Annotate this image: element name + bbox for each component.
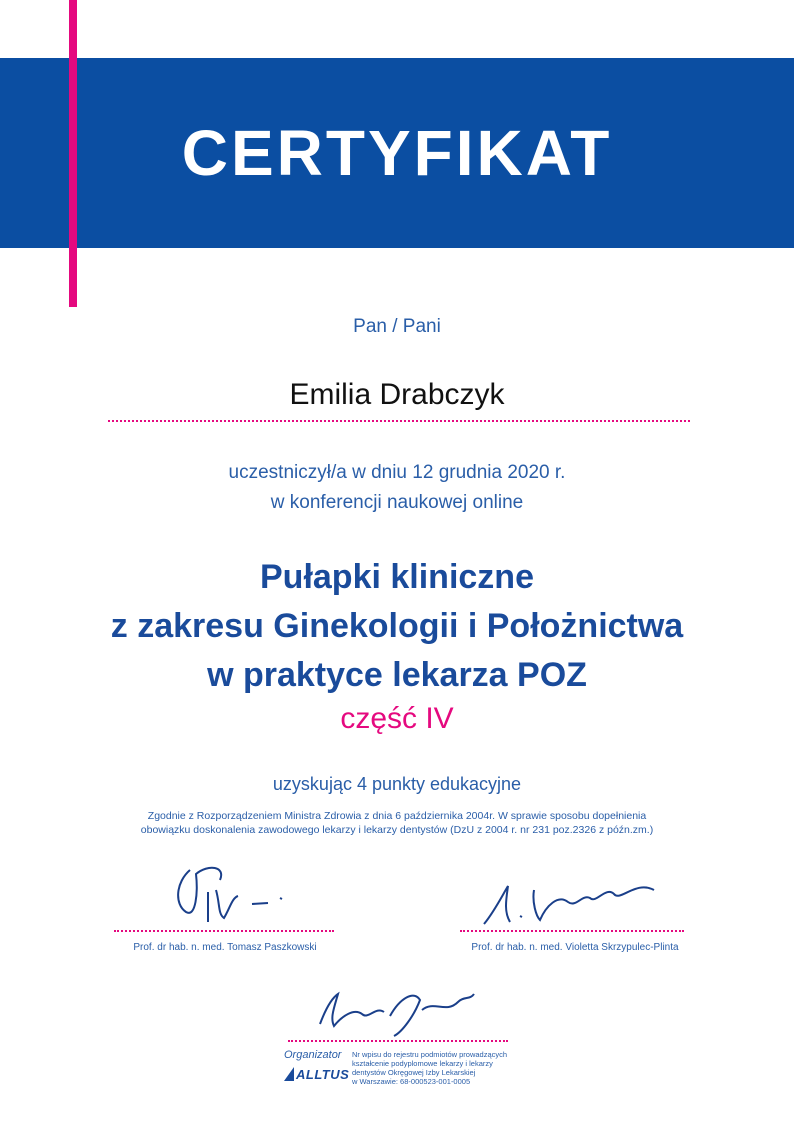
signatory-right-name: Prof. dr hab. n. med. Violetta Skrzypulec-Plinta [471, 942, 679, 953]
pink-accent-bar [69, 0, 77, 307]
salutation: Pan / Pani [353, 316, 441, 337]
organizer-label: Organizator [284, 1049, 342, 1061]
organizer-registry-note [352, 1050, 552, 1086]
registry-line: w Warszawie: 68-000523-001-0005 [352, 1077, 471, 1086]
alltus-logo [284, 1065, 350, 1083]
alltus-logo-text: ALLTUS [296, 1066, 350, 1082]
signatory-left-name: Prof. dr hab. n. med. Tomasz Paszkowski [133, 942, 317, 953]
recipient-name: Emilia Drabczyk [289, 378, 505, 411]
name-dotted-line [108, 420, 690, 422]
signature-organizer-dotted-line [288, 1040, 508, 1042]
education-points: uzyskując 4 punkty edukacyjne [272, 774, 522, 794]
signature-organizer [310, 988, 480, 1040]
participation-date: uczestniczył/a w dniu 12 grudnia 2020 r. [228, 462, 566, 483]
signature-right [476, 876, 666, 932]
participation-type: w konferencji naukowej online [270, 492, 524, 513]
registry-line: dentystów Okręgowej Izby Lekarskiej [352, 1068, 476, 1077]
conference-title-line-3: w praktyce lekarza POZ [207, 656, 587, 694]
signature-right-dotted-line [460, 930, 684, 932]
conference-title-line-2: z zakresu Ginekologii i Położnictwa [110, 607, 684, 645]
legal-note-line-2: obowiązku doskonalenia zawodowego lekarzy i lekarzy dentystów (DzU z 2004 r. nr 231 poz.2326 z późn.zm.) [140, 824, 654, 836]
alltus-logo-mark-icon [284, 1067, 294, 1081]
conference-title-line-1: Pułapki kliniczne [260, 558, 534, 596]
signature-left-dotted-line [114, 930, 334, 932]
legal-note-line-1: Zgodnie z Rozporządzeniem Ministra Zdrowia z dnia 6 października 2004r. W sprawie sposobu dopełnienia [147, 810, 647, 822]
registry-line: kształcenie podyplomowe lekarzy i lekarzy [352, 1059, 493, 1068]
registry-line: Nr wpisu do rejestru podmiotów prowadzących [352, 1050, 508, 1059]
signature-left [168, 852, 298, 932]
conference-part: część IV [340, 702, 454, 735]
certificate-title: CERTYFIKAT [181, 117, 613, 189]
